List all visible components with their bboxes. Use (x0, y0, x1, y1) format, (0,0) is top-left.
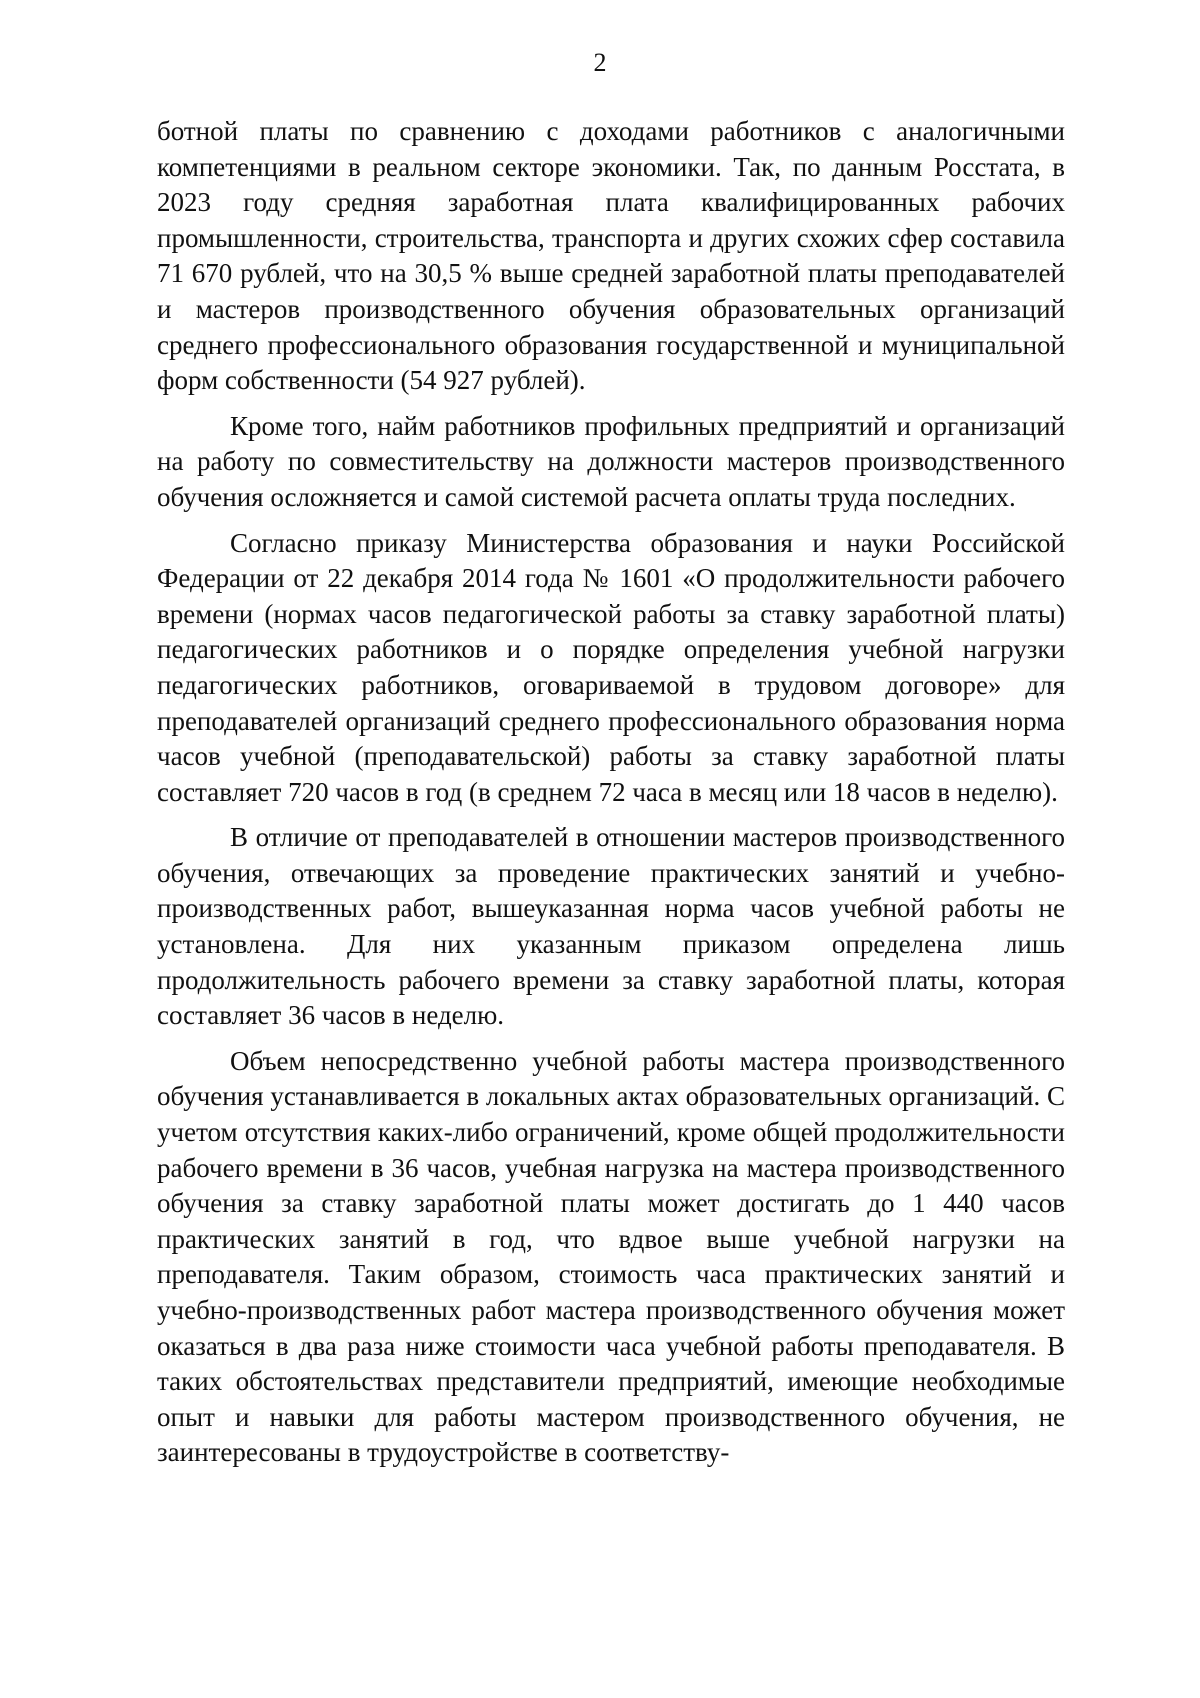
paragraph-masters-norm: В отличие от преподавателей в отношении мастеров производственного обучения, отвечающих за проведение практических занятий и учебно-производственных работ, вышеуказанная норма часов учебной работы не установлена. Для них указанным приказом определена лишь продолжительность рабочего времени за ставку заработной платы, которая составляет 36 часов в неделю. (157, 822, 1065, 1031)
paragraph-hiring-difficulty: Кроме того, найм работников профильных предприятий и организаций на работу по совместительству на должности мастеров производственного обучения осложняется и самой системой расчета оплаты труда последних. (157, 410, 1065, 512)
paragraph-ministry-order: Согласно приказу Министерства образования и науки Российской Федерации от 22 декабря 2014 года № 1601 «О продолжительности рабочего времени (нормах часов педагогической работы за ставку заработной платы) педагогических работников и о порядке определения учебной нагрузки педагогических работников, оговариваемой в трудовом договоре» для преподавателей организаций среднего профессионального образования норма часов учебной (преподавательской) работы за ставку заработной платы составляет 720 часов в год (в среднем 72 часа в месяц или 18 часов в неделю). (157, 527, 1065, 807)
document-body (157, 114, 1065, 1471)
paragraph-workload-volume: Объем непосредственно учебной работы мастера производственного обучения устанавливается в локальных актах образовательных организаций. С учетом отсутствия каких-либо ограничений, кроме общей продолжительности рабочего времени в 36 часов, учебная нагрузка на мастера производственного обучения за ставку заработной платы может достигать до 1 440 часов практических занятий в год, что вдвое выше учебной нагрузки на преподавателя. Таким образом, стоимость часа практических занятий и учебно-производственных работ мастера производственного обучения может оказаться в два раза ниже стоимости часа учебной работы преподавателя. В таких обстоятельствах представители предприятий, имеющие необходимые опыт и навыки для работы мастером производственного обучения, не заинтересованы в трудоустройстве в соответству- (157, 1045, 1065, 1468)
paragraph-continuation: ботной платы по сравнению с доходами работников с аналогичными компетенциями в реальном секторе экономики. Так, по данным Росстата, в 2023 году средняя заработная плата квалифицированных рабочих промышленности, строительства, транспорта и других схожих сфер составила 71 670 рублей, что на 30,5 % выше средней заработной платы преподавателей и мастеров производственного обучения образовательных организаций среднего профессионального образования государственной и муниципальной форм собственности (54 927 рублей). (157, 116, 1065, 396)
page-number: 2 (593, 48, 607, 77)
